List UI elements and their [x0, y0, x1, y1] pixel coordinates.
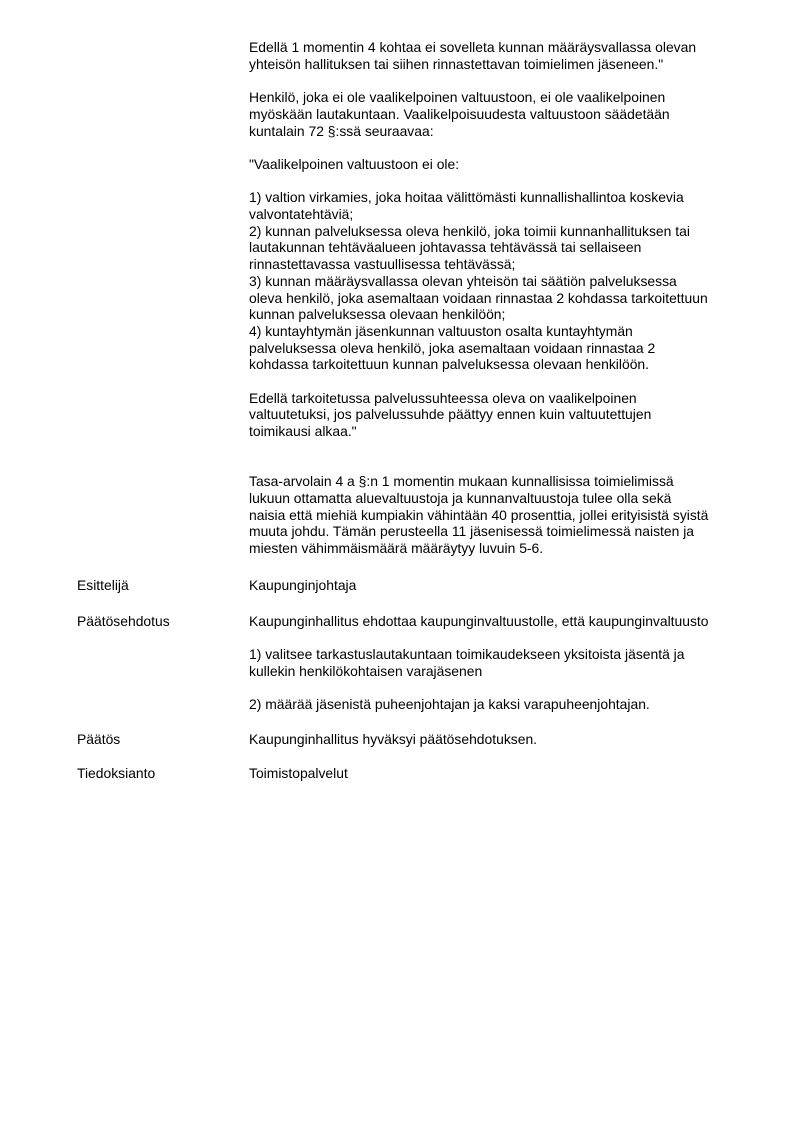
eligibility-list: 1) valtion virkamies, joka hoitaa välittömästi kunnallishallintoa koskevia valvontatehtäviä; 2) kunnan palveluksessa oleva henkilö, joka toimii kunnanhallituksen tai lautakunnan tehtäväalueen johtavassa tehtävässä tai sellaiseen rinnastettavassa vastuullisessa tehtävässä; 3) kunnan määräysvallassa olevan yhteisön tai säätiön palveluksessa oleva henkilö, joka asemaltaan voidaan rinnastaa 2 kohdassa tarkoitettuun kunnan palveluksessa olevaan henkilöön; 4) kuntayhtymän jäsenkunnan valtuuston osalta kuntayhtymän palveluksessa oleva henkilö, joka asemaltaan voidaan rinnastaa 2 kohdassa tarkoitettuun kunnan palveluksessa olevaan henkilöön.	[249, 189, 708, 373]
intro-text-block	[249, 39, 749, 557]
proposal-item-2: 2) määrää jäsenistä puheenjohtajan ja kaksi varapuheenjohtajan.	[249, 696, 650, 713]
proposal-item-1: 1) valitsee tarkastuslautakuntaan toimikaudekseen yksitoista jäsentä ja kullekin henkilökohtaisen varajäsenen	[249, 646, 685, 680]
notification-label: Tiedoksianto	[77, 765, 156, 781]
notification-value: Toimistopalvelut	[249, 765, 348, 781]
intro-paragraph-3: "Vaalikelpoinen valtuustoon ei ole:	[249, 155, 460, 172]
intro-paragraph-5: Edellä tarkoitetussa palvelussuhteessa oleva on vaalikelpoinen valtuutetuksi, jos palvelussuhde päättyy ennen kuin valtuutettujen toimikausi alkaa."	[249, 389, 652, 440]
proposal-label: Päätösehdotus	[77, 613, 170, 629]
decision-value: Kaupunginhallitus hyväksyi päätösehdotuksen.	[249, 731, 538, 747]
intro-paragraph-1: Edellä 1 momentin 4 kohtaa ei sovelleta kunnan määräysvallassa olevan yhteisön hallituksen tai siihen rinnastettavan toimielimen jäseneen."	[249, 39, 697, 72]
presenter-value: Kaupunginjohtaja	[249, 577, 357, 593]
presenter-label: Esittelijä	[77, 577, 129, 593]
decision-label: Päätös	[77, 731, 121, 747]
equality-paragraph: Tasa-arvolain 4 a §:n 1 momentin mukaan kunnallisissa toimielimissä lukuun ottamatta aluevaltuustoja ja kunnanvaltuustoja tulee olla sekä naisia että miehiä kumpiakin vähintään 40 prosenttia, jollei erityisistä syistä muuta johdu. Tämän perusteella 11 jäsenisessä toimielimessä naisten ja miesten vähimmäismäärä määräytyy luvuin 5-6.	[249, 473, 709, 557]
intro-paragraph-2: Henkilö, joka ei ole vaalikelpoinen valtuustoon, ei ole vaalikelpoinen myöskään lautakuntaan. Vaalikelpoisuudesta valtuustoon säädetään kuntalain 72 §:ssä seuraavaa:	[249, 89, 670, 139]
proposal-paragraph-1: Kaupunginhallitus ehdottaa kaupunginvaltuustolle, että kaupunginvaltuusto	[249, 613, 709, 629]
